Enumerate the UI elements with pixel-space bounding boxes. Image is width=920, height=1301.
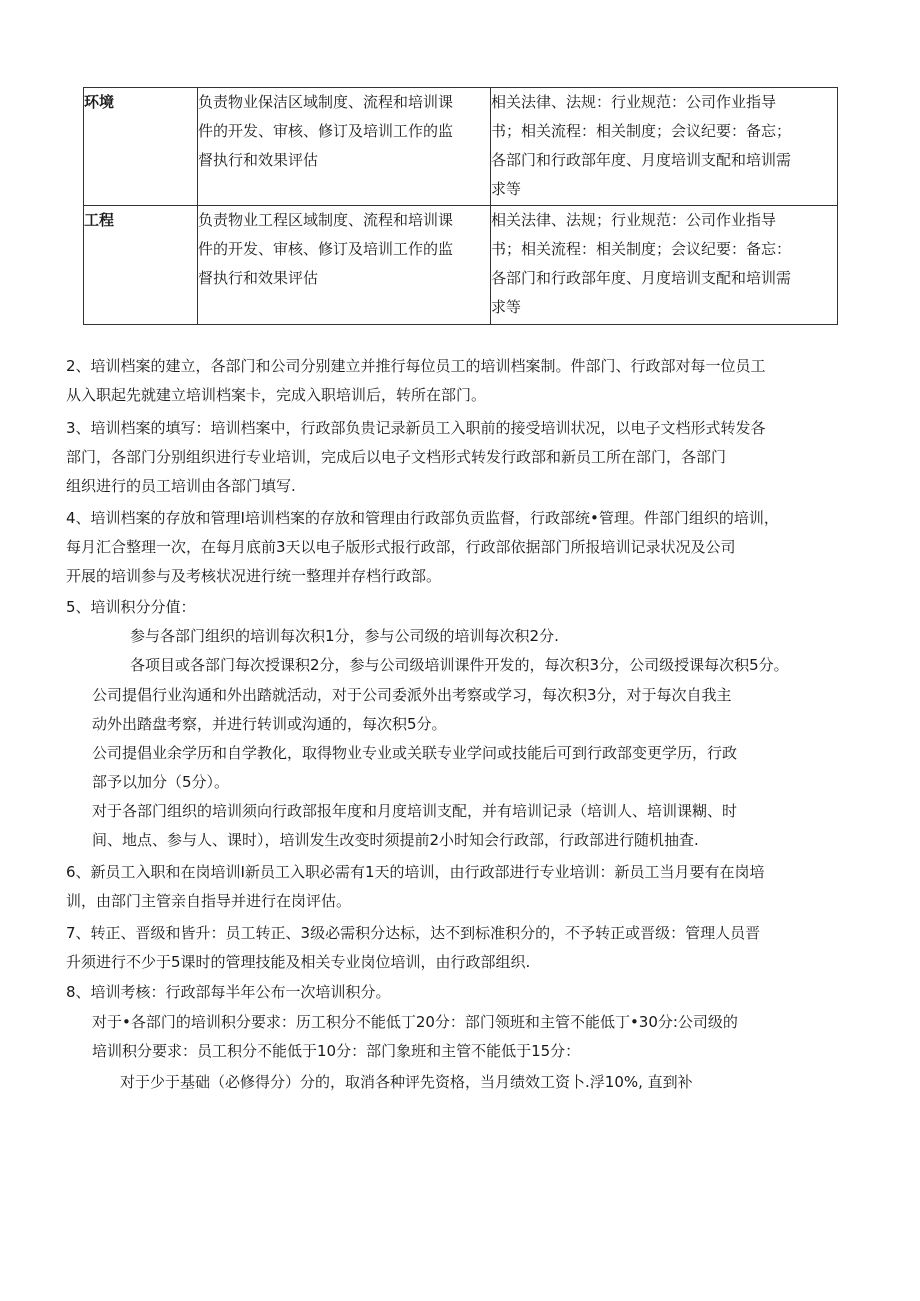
dept-cell: 工程 [84, 206, 198, 325]
responsibility-table [83, 87, 838, 325]
item-2-archive-establish: 2、培训档案的建立，各部门和公司分别建立并推行每位员工的培训档案制。件部门、行政部对每一位员工 从入职起先就建立培训档案卡，完成入职培训后，转所在部门。 [66, 357, 766, 404]
duty-cell: 负责物业保洁区域制度、流程和培训课 件的开发、审核、修订及培训工作的监 督执行和效果评估 [198, 88, 491, 206]
points-rule-4: 公司提倡业余学历和自学教化，取得物业专业或关联专业学问或技能后可到行政部变更学历，行政 部予以加分（5分）。 [92, 744, 738, 791]
item-7-promotion: 7、转正、晋级和皆升：员工转正、3级必需积分达标，达不到标准积分的，不予转正或晋级：管理人员晋 升须进行不少于5课时的管理技能及相关专业岗位培训，由行政部组织. [66, 924, 761, 971]
table-row [84, 88, 838, 206]
table-row [84, 206, 838, 325]
assessment-penalty: 对于少于基础（必修得分）分的，取消各种评先资格，当月绩效工资卜.浮10%, 直到补 [120, 1073, 693, 1091]
points-rule-2: 各项目或各部门每次授课积2分，参与公司级培训课件开发的，每次积3分，公司级授课每次积5分。 [130, 656, 789, 674]
points-rule-3: 公司提倡行业沟通和外出踏就活动，对于公司委派外出考察或学习，每次积3分，对于每次自我主 动外出踏盘考察，并进行转训或沟通的，每次积5分。 [92, 686, 732, 733]
points-rule-1: 参与各部门组织的培训每次积1分，参与公司级的培训每次积2分. [130, 627, 559, 645]
assessment-requirements: 对于•各部门的培训积分要求：历工积分不能低丁20分：部门领班和主管不能低丁•30分:公司级的 培训积分要求：员工积分不能低于10分：部门象班和主管不能低于15分： [92, 1013, 738, 1060]
dept-cell: 环境 [84, 88, 198, 206]
duty-cell: 负责物业工程区域制度、流程和培训课 件的开发、审核、修订及培训工作的监 督执行和效果评估 [198, 206, 491, 325]
basis-cell: 相关法律、法规：行业规范：公司作业指导 书；相关流程：相关制度；会议纪要：备忘； 各部门和行政部年度、月度培训支配和培训需 求等 [491, 88, 838, 206]
item-6-onboarding-training: 6、新员工入职和在岗培训I新员工入职必需有1天的培训，由行政部进行专业培训：新员工当月要有在岗培 训，由部门主管亲自指导并进行在岗评估。 [66, 863, 765, 910]
item-4-archive-storage: 4、培训档案的存放和管理I培训档案的存放和管理由行政部负贡监督，行政部统•管理。件部门组织的培训， 每月汇合整理一次，在每月底前3天以电子版形式报行政部，行政部依据部门所报培训记录状况及公司 开展的培训参与及考核状况进行统一整理并存档行政部。 [66, 509, 779, 585]
item-8-assessment: 8、培训考核：行政部每半年公布一次培训积分。 [66, 983, 391, 1001]
points-rule-5: 对于各部门组织的培训须向行政部报年度和月度培训支配，并有培训记录（培训人、培训课糊、时 间、地点、参与人、课时），培训发生改变时须提前2小时知会行政部，行政部进行随机抽査. [92, 802, 738, 849]
item-5-points-heading: 5、培训积分分值： [66, 598, 196, 616]
item-3-archive-fill: 3、培训档案的填写：培训档案中，行政部负贵记录新员工入职前的接受培训状况，以电子文档形式转发各 部门，各部门分别组织进行专业培训，完成后以电子文档形式转发行政部和新员工所在部门，各部门 组织进行的员工培训由各部门填写. [66, 419, 766, 495]
basis-cell: 相关法律、法规；行业规范：公司作业指导 书；相关流程：相关制度；会议纪要：备忘： 各部门和行政部年度、月度培训支配和培训需 求等 [491, 206, 838, 325]
